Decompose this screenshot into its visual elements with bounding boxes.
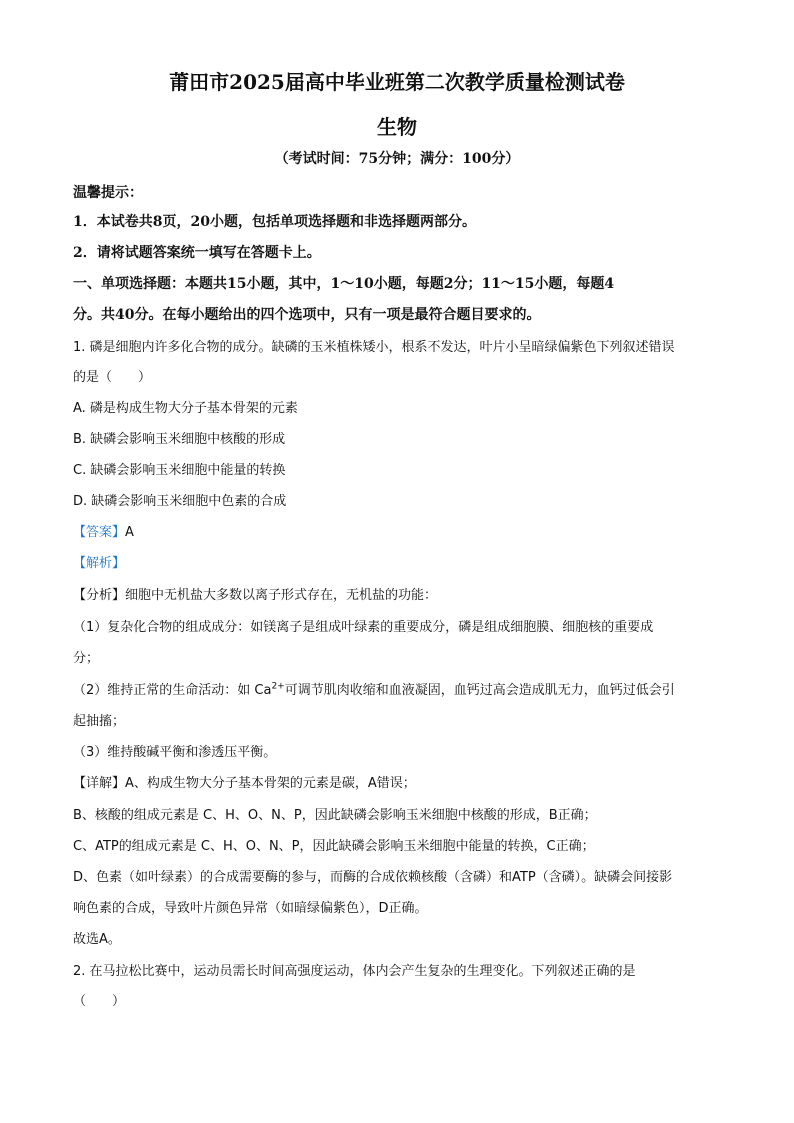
answer-value: A [125,525,134,540]
detail-d-line-2: 响色素的合成，导致叶片颜色异常（如暗绿偏紫色），D正确。 [73,901,428,916]
xiangjie-tag: 【详解】 [73,776,126,791]
point-2-pre: （2）维持正常的生命活动：如 Ca [73,683,272,698]
q1-option-a: A. 磷是构成生物大分子基本骨架的元素 [73,401,298,416]
point-3: （3）维持酸碱平衡和渗透压平衡。 [73,745,277,760]
point-2-line-2: 起抽搐； [73,714,126,729]
tips-heading: 温馨提示： [73,185,143,201]
fenxi-tag: 【分析】 [73,588,126,603]
point-2-line-1 [73,681,733,701]
conclusion: 故选A。 [73,932,121,947]
detail-a-line [73,774,733,794]
fenxi-text: 细胞中无机盐大多数以离子形式存在，无机盐的功能： [125,588,438,603]
analysis-tag: 【解析】 [73,556,126,571]
q1-stem-line-2: 的是（ ） [73,370,152,385]
q1-option-d: D. 缺磷会影响玉米细胞中色素的合成 [73,494,287,509]
detail-b: B、核酸的组成元素是 C、H、O、N、P，因此缺磷会影响玉米细胞中核酸的形成，B正确； [73,808,597,823]
q1-analysis-tag-line [73,554,733,574]
q2-stem-line-1: 2. 在马拉松比赛中，运动员需长时间高强度运动，体内会产生复杂的生理变化。下列叙述正确的是 [73,964,636,979]
q1-answer [73,523,733,543]
q1-stem-line-1: 1. 磷是细胞内许多化合物的成分。缺磷的玉米植株矮小，根系不发达，叶片小呈暗绿偏紫色下列叙述错误 [73,340,675,355]
q1-option-c: C. 缺磷会影响玉米细胞中能量的转换 [73,463,286,478]
point-1-line-2: 分； [73,651,100,666]
detail-c: C、ATP的组成元素是 C、H、O、N、P，因此缺磷会影响玉米细胞中能量的转换，C正确； [73,839,595,854]
section-heading-line-1: 一、单项选择题：本题共15小题，其中，1～10小题，每题2分；11～15小题，每题4 [73,276,615,292]
exam-info: （考试时间：75分钟；满分：100分） [274,151,520,167]
tip-item-1: 1．本试卷共8页，20小题，包括单项选择题和非选择题两部分。 [73,214,476,230]
q1-fenxi-line [73,586,733,606]
answer-tag: 【答案】 [73,525,126,540]
point-2-superscript: 2+ [271,681,285,692]
point-2-post: 可调节肌肉收缩和血液凝固，血钙过高会造成肌无力，血钙过低会引 [284,683,675,698]
tip-item-2: 2．请将试题答案统一填写在答题卡上。 [73,245,321,261]
detail-a: A、构成生物大分子基本骨架的元素是碳，A错误； [125,776,416,791]
q1-option-b: B. 缺磷会影响玉米细胞中核酸的形成 [73,432,286,447]
section-heading-line-2: 分。共40分。在每小题给出的四个选项中，只有一项是最符合题目要求的。 [73,307,541,323]
q2-stem-line-2: （ ） [73,994,126,1009]
exam-title: 莆田市2025届高中毕业班第二次教学质量检测试卷 [169,70,625,94]
detail-d-line-1: D、色素（如叶绿素）的合成需要酶的参与，而酶的合成依赖核酸（含磷）和ATP（含磷）。缺磷会间接影 [73,870,673,885]
subject-title: 生物 [377,115,417,139]
point-1-line-1: （1）复杂化合物的组成成分：如镁离子是组成叶绿素的重要成分，磷是组成细胞膜、细胞核的重要成 [73,620,654,635]
